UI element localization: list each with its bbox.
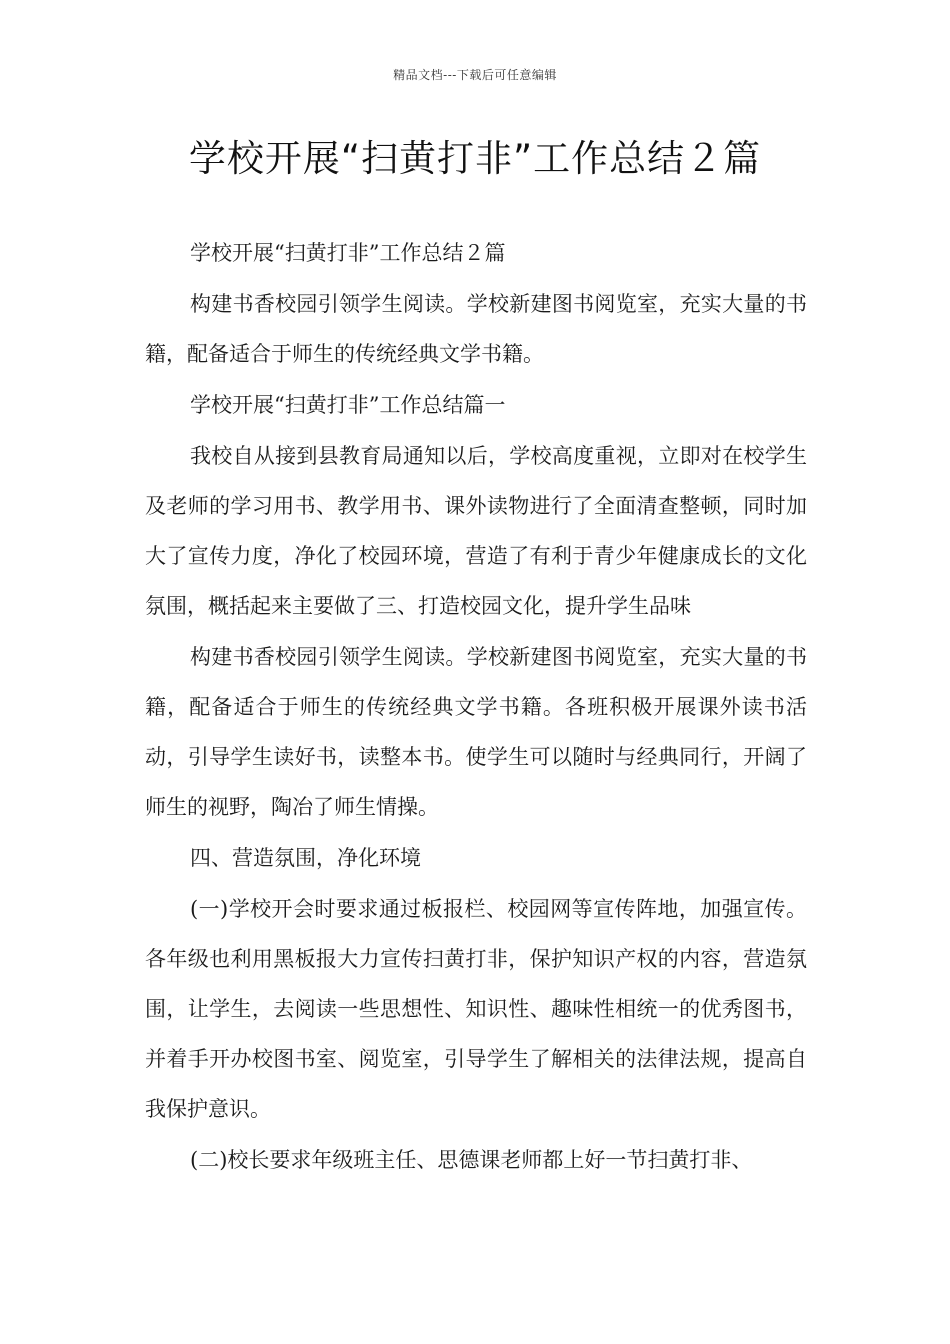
paragraph: 四、营造氛围，净化环境 (190, 846, 421, 870)
paragraph: 构建书香校园引领学生阅读。学校新建图书阅览室，充实大量的书籍，配备适合于师生的传统经典文学书籍。 (145, 292, 807, 366)
paragraph: 学校开展“扫黄打非”工作总结２篇 (190, 241, 506, 265)
paragraph: 我校自从接到县教育局通知以后，学校高度重视，立即对在校学生及老师的学习用书、教学用书、课外读物进行了全面清查整顿，同时加大了宣传力度，净化了校园环境，营造了有利于青少年健康成长的文化氛围，概括起来主要做了三、打造校园文化，提升学生品味 (145, 444, 807, 618)
paragraph: (二)校长要求年级班主任、思德课老师都上好一节扫黄打非、 (190, 1148, 753, 1172)
document-body (145, 228, 807, 1186)
document-title: 学校开展“扫黄打非”工作总结２篇 (188, 137, 762, 180)
paragraph: 构建书香校园引领学生阅读。学校新建图书阅览室，充实大量的书籍，配备适合于师生的传统经典文学书籍。各班积极开展课外读书活动，引导学生读好书，读整本书。使学生可以随时与经典同行，开阔了师生的视野，陶冶了师生情操。 (145, 645, 807, 819)
paragraph: (一)学校开会时要求通过板报栏、校园网等宣传阵地，加强宣传。各年级也利用黑板报大力宣传扫黄打非，保护知识产权的内容，营造氛围，让学生，去阅读一些思想性、知识性、趣味性相统一的优秀图书，并着手开办校图书室、阅览室，引导学生了解相关的法律法规，提高自我保护意识。 (145, 897, 807, 1121)
paragraph: 学校开展“扫黄打非”工作总结篇一 (190, 393, 506, 417)
header-note: 精品文档---下载后可任意编辑 (393, 68, 557, 82)
